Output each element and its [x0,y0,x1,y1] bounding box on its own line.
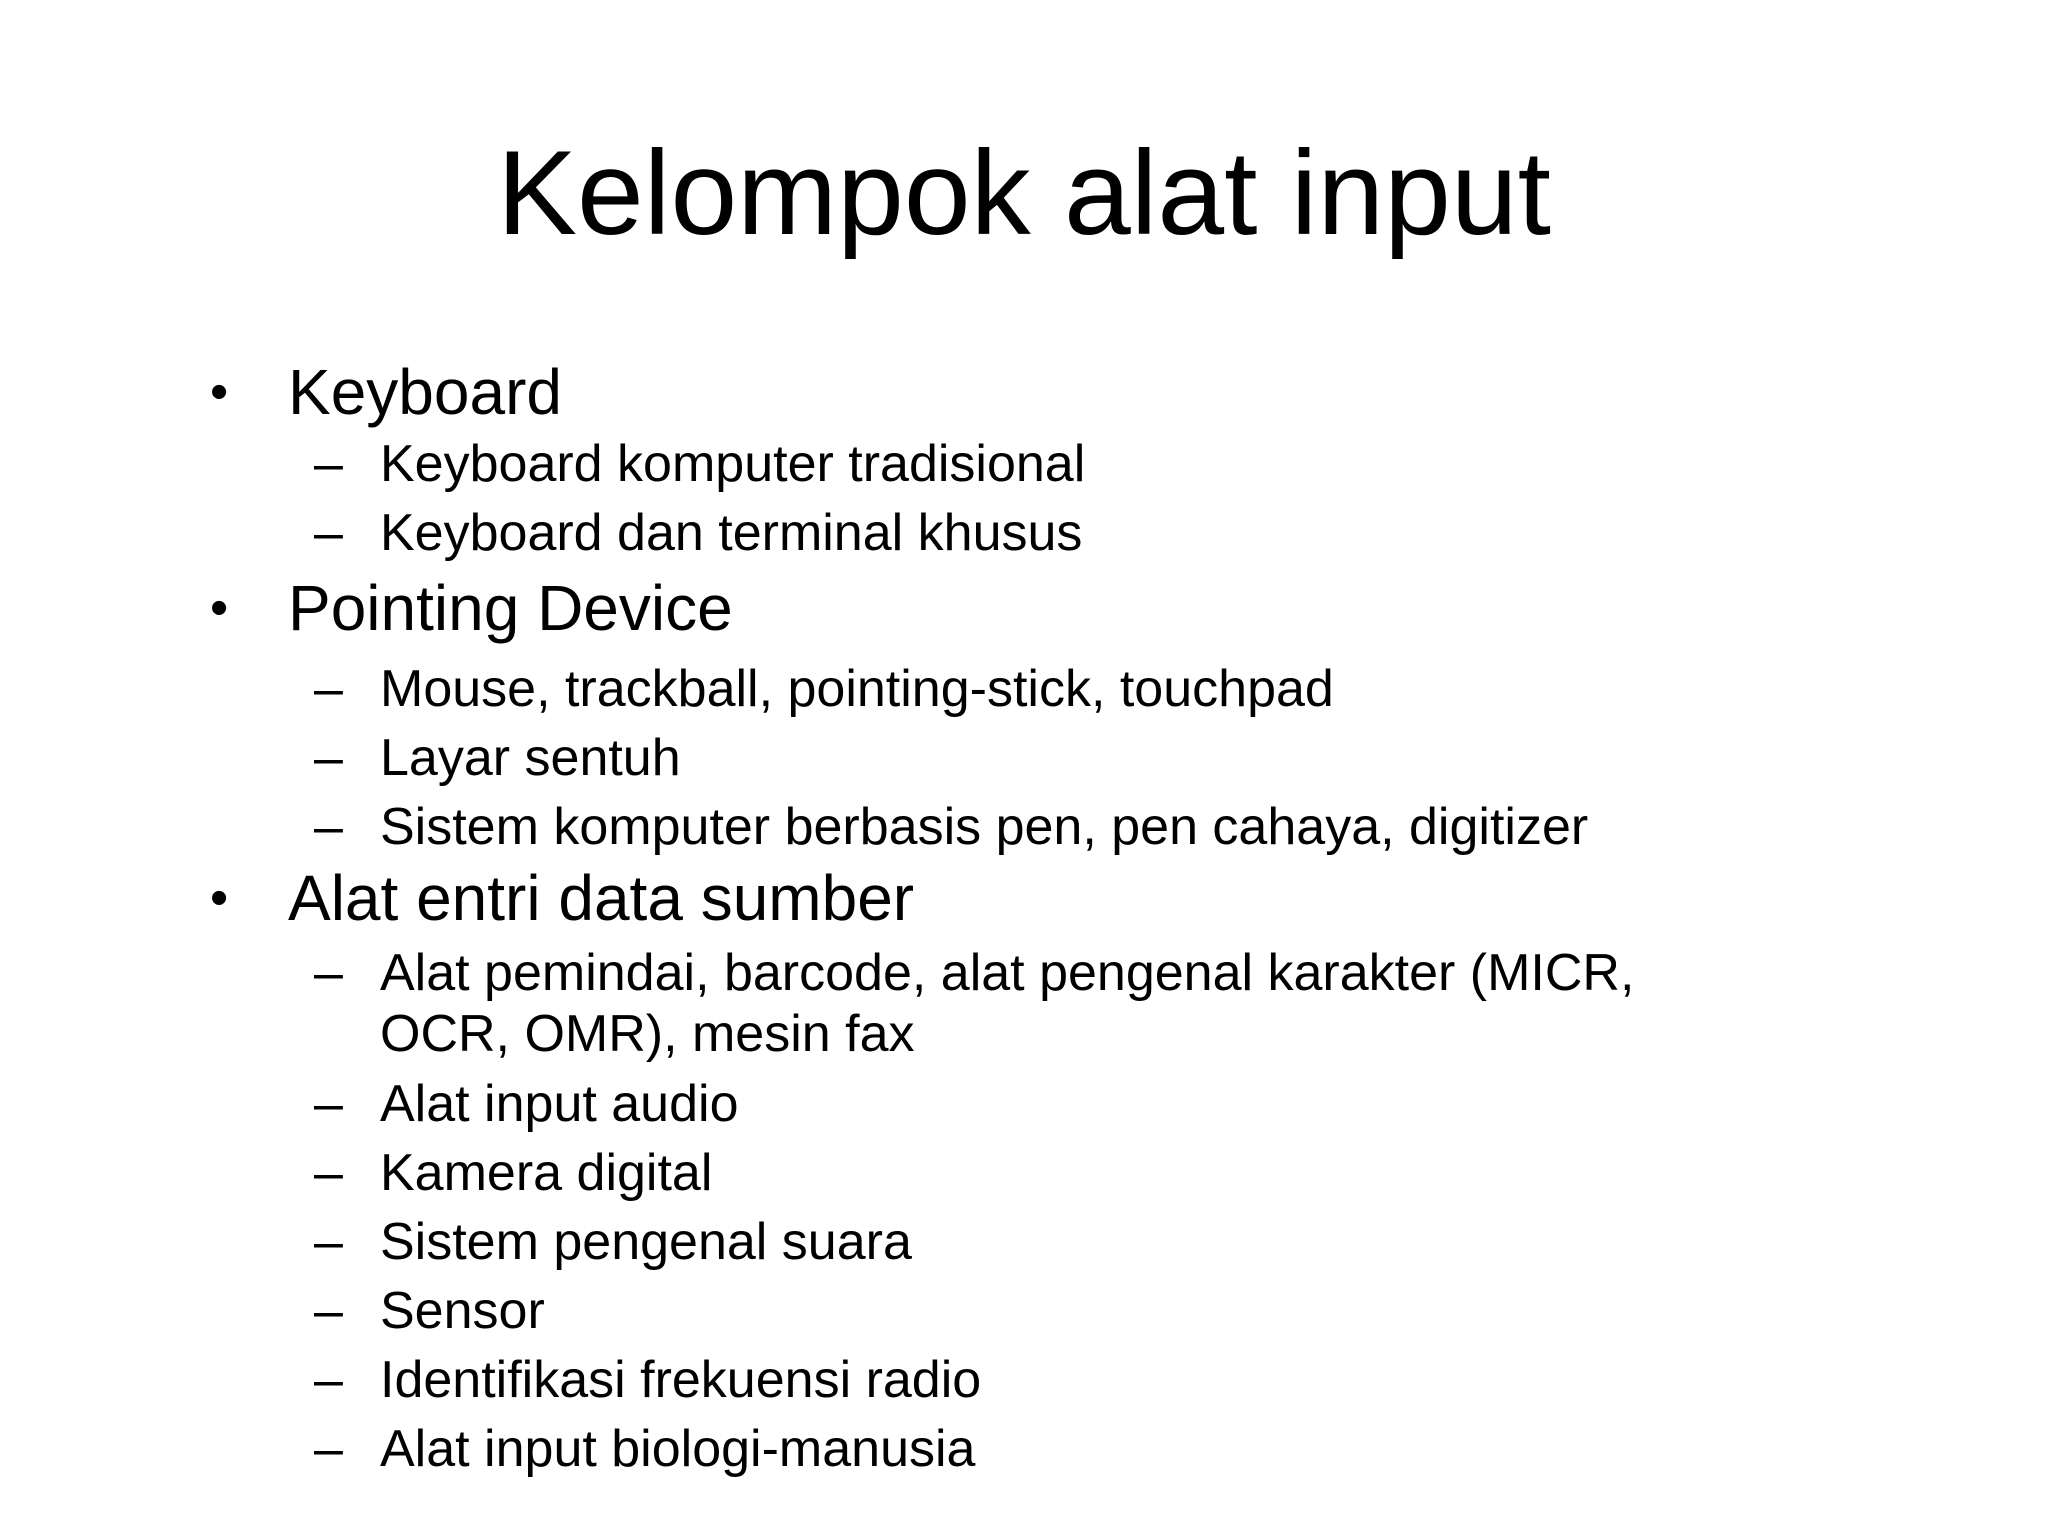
dash-icon: – [314,1144,343,1202]
bullet-icon: • [210,363,229,421]
dash-icon: – [314,798,343,856]
sub-item-label: Mouse, trackball, pointing-stick, touchpad [380,660,1334,718]
bullet-icon: • [210,869,229,927]
dash-icon: – [314,1351,343,1409]
bullet-label: Pointing Device [288,572,733,644]
sub-item-label: Alat input audio [380,1075,739,1133]
sub-item-label: Alat input biologi-manusia [380,1420,976,1478]
dash-icon: – [314,504,343,562]
dash-icon: – [314,660,343,718]
dash-icon: – [314,1213,343,1271]
sub-item-label: Keyboard dan terminal khusus [380,504,1083,562]
bullet-label: Alat entri data sumber [288,862,915,934]
sub-item-label: Sistem pengenal suara [380,1213,912,1271]
slide-title: Kelompok alat input [497,126,1551,260]
dash-icon: – [314,944,343,1002]
sub-item-label: Alat pemindai, barcode, alat pengenal karakter (MICR, [380,944,1635,1002]
bullet-icon: • [210,579,229,637]
sub-item-label: Keyboard komputer tradisional [380,435,1086,493]
dash-icon: – [314,1075,343,1133]
dash-icon: – [314,729,343,787]
sub-item-label: Layar sentuh [380,729,681,787]
bullet-label: Keyboard [288,356,562,428]
sub-item-label: OCR, OMR), mesin fax [380,1005,915,1063]
sub-item-label: Kamera digital [380,1144,713,1202]
sub-item-label: Sensor [380,1282,545,1340]
sub-item-label: Sistem komputer berbasis pen, pen cahaya, digitizer [380,798,1589,856]
dash-icon: – [314,1420,343,1478]
sub-item-label: Identifikasi frekuensi radio [380,1351,982,1409]
dash-icon: – [314,1282,343,1340]
dash-icon: – [314,435,343,493]
